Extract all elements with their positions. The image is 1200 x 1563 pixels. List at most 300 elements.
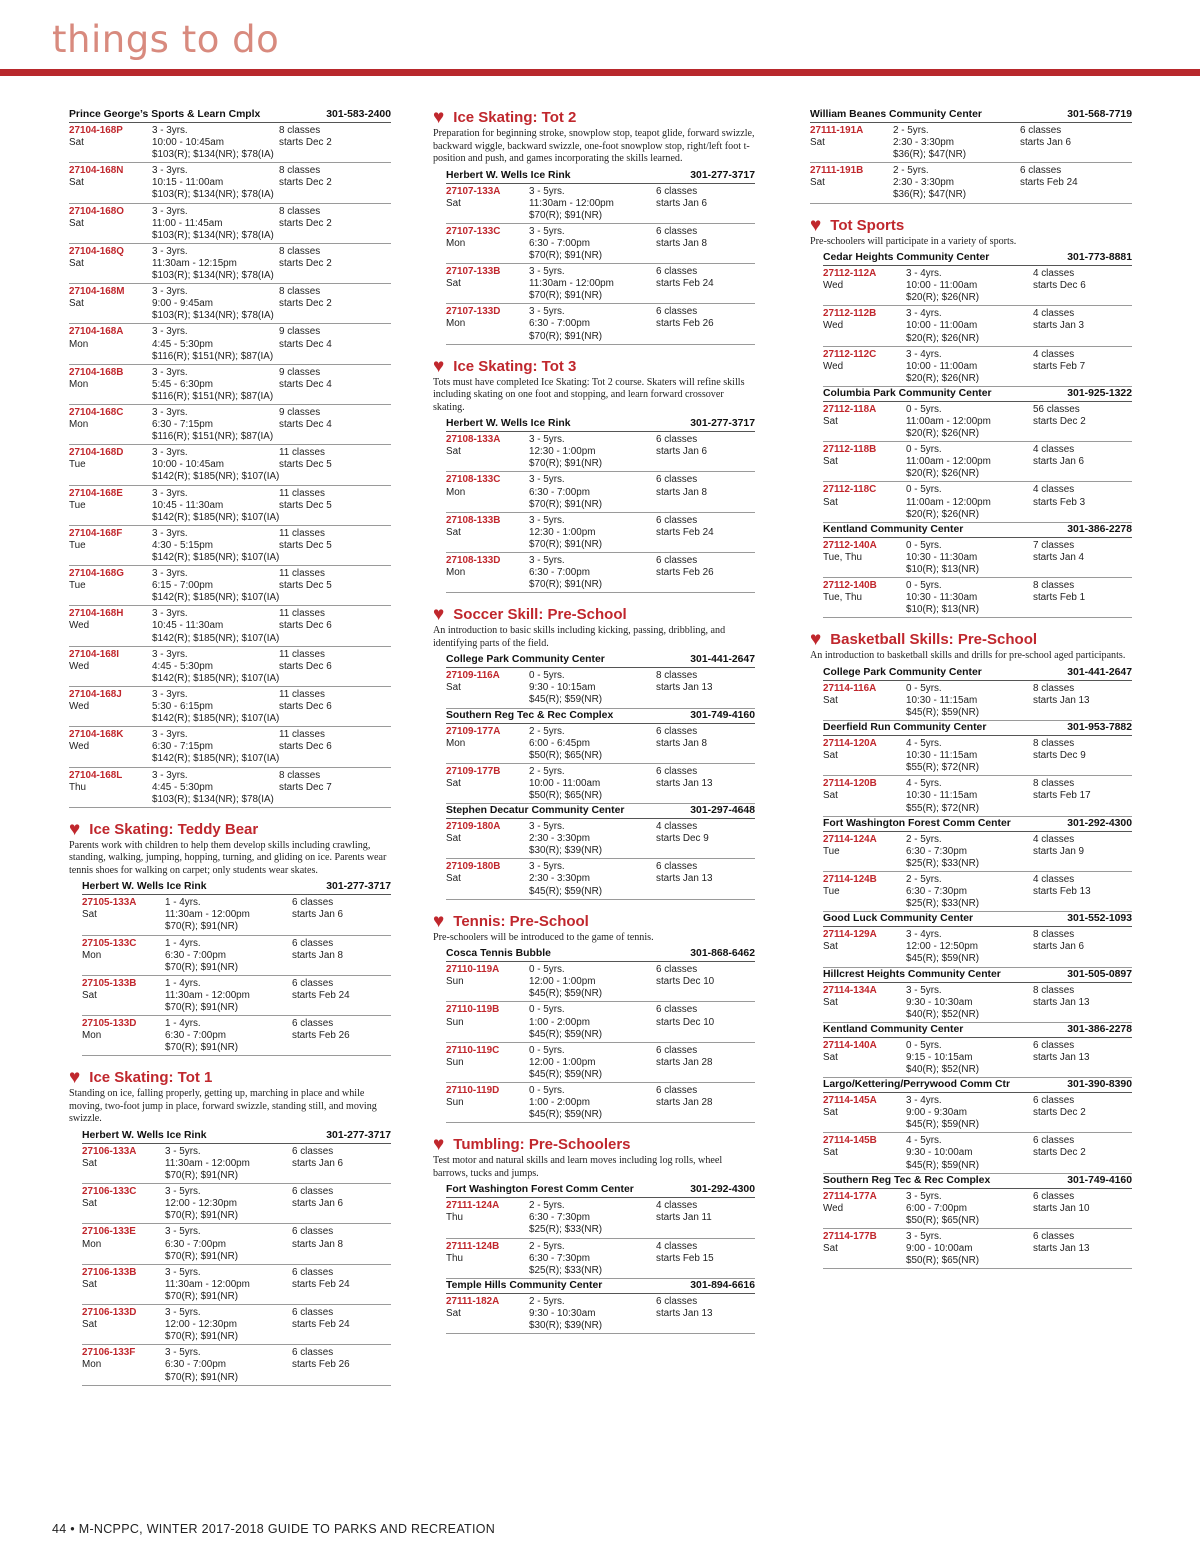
class-row — [69, 365, 391, 405]
class-count: 6 classes — [656, 1085, 698, 1096]
section-title: Tumbling: Pre-Schoolers — [453, 1136, 631, 1154]
class-spacer — [446, 1224, 529, 1236]
class-code: 27110-119C — [446, 1044, 500, 1056]
class-row — [82, 1224, 391, 1264]
class-count: 11 classes — [279, 608, 325, 620]
class-count: 4 classes — [1033, 484, 1075, 496]
class-time: 2:30 - 3:30pm — [529, 873, 590, 885]
class-count: 4 classes — [656, 1240, 698, 1252]
class-day: Sun — [446, 1056, 464, 1068]
venue-block — [823, 968, 1132, 1023]
class-time: 10:45 - 11:30am — [152, 499, 224, 511]
class-age: 1 - 4yrs. — [165, 977, 201, 989]
class-start: starts Dec 4 — [279, 378, 332, 390]
class-time: 6:30 - 7:30pm — [529, 1212, 590, 1224]
class-day: Sat — [446, 777, 461, 789]
heart-icon: ♥ — [69, 818, 81, 840]
class-row — [823, 872, 1132, 912]
class-fee: $70(R); $91(NR) — [529, 498, 602, 510]
class-code: 27111-124A — [446, 1200, 500, 1212]
class-count: 11 classes — [279, 568, 325, 580]
class-start: starts Jan 6 — [1020, 137, 1072, 149]
class-row — [82, 1184, 391, 1224]
class-fee: $50(R); $65(NR) — [529, 749, 602, 761]
class-day: Sat — [446, 1307, 461, 1319]
class-start: starts Feb 13 — [1033, 886, 1091, 898]
venue-name: College Park Community Center — [823, 666, 982, 678]
class-spacer — [446, 1109, 529, 1121]
class-time: 12:00 - 12:30pm — [165, 1319, 237, 1331]
venue-name: Fort Washington Forest Comm Center — [823, 817, 1011, 829]
class-code: 27104-168Q — [69, 245, 124, 257]
class-time: 10:00 - 10:45am — [152, 137, 224, 149]
venue-name: Cedar Heights Community Center — [823, 252, 990, 264]
class-fee: $55(R); $72(NR) — [906, 802, 979, 814]
class-fee: $25(R); $33(NR) — [906, 857, 979, 869]
class-start: starts Jan 13 — [656, 1307, 713, 1319]
class-code: 27104-168A — [69, 326, 124, 338]
class-row — [823, 927, 1132, 967]
class-spacer — [823, 333, 906, 345]
class-code: 27104-168C — [69, 406, 124, 418]
venue-header — [446, 1183, 755, 1198]
venue-name: Herbert W. Wells Ice Rink — [446, 418, 571, 430]
class-count: 8 classes — [279, 125, 321, 136]
class-count: 6 classes — [1020, 125, 1062, 136]
class-start: starts Dec 2 — [279, 257, 332, 269]
venue-name: Fort Washington Forest Comm Center — [446, 1184, 634, 1196]
venue-phone: 301-568-7719 — [1067, 109, 1132, 120]
class-fee: $50(R); $65(NR) — [529, 790, 602, 801]
class-age: 3 - 5yrs. — [165, 1186, 201, 1198]
class-count: 8 classes — [1033, 682, 1075, 694]
class-start: starts Dec 9 — [656, 833, 709, 845]
class-age: 0 - 5yrs. — [906, 539, 942, 551]
class-row — [69, 445, 391, 485]
column-3 — [810, 108, 1132, 1269]
class-spacer — [823, 898, 906, 910]
class-day: Mon — [446, 318, 466, 330]
class-count: 8 classes — [279, 165, 321, 177]
venue-phone: 301-292-4300 — [1067, 817, 1132, 829]
class-start: starts Feb 26 — [292, 1030, 350, 1042]
class-time: 10:00 - 11:00am — [529, 777, 601, 789]
class-spacer — [823, 1215, 906, 1227]
class-row — [82, 976, 391, 1016]
program-section — [810, 216, 1132, 619]
class-code: 27114-145B — [823, 1135, 877, 1147]
class-row — [69, 687, 391, 727]
class-row — [446, 764, 755, 804]
class-row — [823, 347, 1132, 387]
class-code: 27114-129A — [823, 929, 877, 941]
class-code: 27107-133B — [446, 266, 501, 278]
class-age: 2 - 5yrs. — [893, 125, 929, 136]
venue-name: Herbert W. Wells Ice Rink — [82, 881, 207, 893]
class-time: 5:45 - 6:30pm — [152, 378, 213, 390]
venue-block — [446, 169, 755, 345]
class-row — [69, 204, 391, 244]
class-time: 6:15 - 7:00pm — [152, 580, 213, 592]
venue-block — [446, 417, 755, 593]
heart-icon: ♥ — [810, 214, 822, 236]
class-code: 27112-112B — [823, 308, 877, 320]
class-day: Tue, Thu — [823, 592, 862, 604]
class-spacer — [446, 1320, 529, 1332]
class-time: 10:30 - 11:30am — [906, 551, 978, 563]
class-code: 27114-124A — [823, 833, 877, 845]
class-age: 3 - 5yrs. — [529, 225, 565, 237]
class-time: 11:30am - 12:15pm — [152, 257, 237, 269]
class-day: Sat — [823, 1051, 838, 1063]
class-spacer — [823, 564, 906, 576]
class-time: 6:30 - 7:30pm — [529, 1252, 590, 1264]
venue-block — [823, 1023, 1132, 1078]
class-age: 3 - 3yrs. — [152, 245, 188, 257]
class-row — [823, 402, 1132, 442]
venue-block — [823, 1078, 1132, 1174]
class-row — [823, 578, 1132, 618]
class-start: starts Dec 6 — [279, 660, 332, 672]
class-age: 3 - 5yrs. — [906, 1190, 942, 1202]
section-description: Preparation for beginning stroke, snowplow stop, teapot glide, forward swizzle, backward wiggle, backward swizzle, one-foot snowplow stop, right/left foot t-position and push, and games incorporating the skills learned. — [433, 128, 755, 164]
program-section — [433, 1135, 755, 1334]
venue-block — [823, 912, 1132, 967]
class-start: starts Feb 3 — [1033, 496, 1086, 508]
venue-name: Temple Hills Community Center — [446, 1279, 603, 1291]
class-start: starts Feb 17 — [1033, 790, 1091, 802]
class-age: 0 - 5yrs. — [529, 1044, 565, 1056]
class-count: 6 classes — [292, 1018, 334, 1030]
class-row — [69, 606, 391, 646]
class-spacer — [823, 803, 906, 815]
class-code: 27110-119D — [446, 1085, 500, 1096]
class-row — [69, 163, 391, 203]
class-count: 6 classes — [656, 266, 698, 278]
class-day: Sat — [823, 750, 838, 762]
class-spacer — [69, 310, 152, 322]
heart-icon: ♥ — [69, 1067, 81, 1089]
class-start: starts Feb 26 — [292, 1359, 350, 1371]
class-count: 6 classes — [292, 897, 334, 909]
class-spacer — [823, 1160, 906, 1172]
class-spacer — [69, 149, 152, 161]
class-day: Mon — [82, 1238, 102, 1250]
heart-icon: ♥ — [810, 629, 822, 651]
class-start: starts Jan 28 — [656, 1056, 713, 1068]
class-day: Sat — [446, 873, 461, 885]
class-count: 8 classes — [279, 245, 321, 257]
class-row — [69, 324, 391, 364]
class-time: 11:00am - 12:00pm — [906, 496, 991, 508]
class-day: Sat — [82, 1198, 97, 1210]
class-row — [446, 859, 755, 899]
class-fee: $45(R); $59(NR) — [529, 988, 602, 1000]
class-count: 6 classes — [292, 1307, 334, 1319]
class-start: starts Dec 5 — [279, 539, 332, 551]
class-fee: $55(R); $72(NR) — [906, 762, 979, 774]
class-row — [69, 647, 391, 687]
class-spacer — [82, 1170, 165, 1182]
page-title: things to do — [52, 18, 280, 61]
class-day: Sat — [446, 526, 461, 538]
class-fee: $20(R); $26(NR) — [906, 372, 979, 384]
class-count: 6 classes — [292, 1145, 334, 1157]
venue-name: Kentland Community Center — [823, 1023, 964, 1035]
class-code: 27112-118A — [823, 403, 877, 415]
class-start: starts Jan 8 — [656, 237, 708, 249]
class-time: 10:30 - 11:30am — [906, 592, 978, 604]
venue-header — [446, 709, 755, 724]
class-time: 11:30am - 12:00pm — [529, 278, 614, 290]
venue-header — [446, 1279, 755, 1294]
class-spacer — [810, 149, 893, 161]
class-start: starts Feb 24 — [656, 526, 714, 538]
class-spacer — [82, 1210, 165, 1222]
class-fee: $10(R); $13(NR) — [906, 604, 979, 616]
class-spacer — [823, 858, 906, 870]
class-time: 2:30 - 3:30pm — [529, 833, 590, 845]
class-start: starts Jan 8 — [656, 486, 708, 498]
class-start: starts Feb 7 — [1033, 360, 1086, 372]
venue-phone: 301-583-2400 — [326, 109, 391, 120]
section-description: Pre-schoolers will be introduced to the game of tennis. — [433, 931, 654, 943]
venue-block — [823, 251, 1132, 387]
class-fee: $142(R); $185(NR); $107(IA) — [152, 753, 279, 765]
class-count: 9 classes — [279, 366, 321, 378]
class-day: Tue, Thu — [823, 551, 862, 563]
class-start: starts Jan 6 — [292, 1158, 344, 1169]
class-code: 27104-168D — [69, 447, 124, 459]
class-row — [446, 472, 755, 512]
class-fee: $70(R); $91(NR) — [165, 1210, 238, 1222]
class-day: Wed — [69, 620, 90, 632]
class-code: 27104-168L — [69, 769, 123, 781]
venue-block — [82, 1129, 391, 1386]
class-code: 27112-112A — [823, 268, 877, 280]
class-day: Sat — [82, 1158, 97, 1169]
class-fee: $45(R); $59(NR) — [529, 694, 602, 706]
class-time: 10:30 - 11:15am — [906, 694, 978, 706]
class-count: 6 classes — [292, 1186, 334, 1198]
class-spacer — [446, 988, 529, 1000]
venue-header — [823, 523, 1132, 538]
class-row — [69, 566, 391, 606]
class-time: 9:30 - 10:15am — [529, 682, 596, 694]
class-count: 8 classes — [1033, 984, 1075, 996]
class-spacer — [446, 499, 529, 511]
class-count: 4 classes — [656, 821, 698, 833]
venue-header — [823, 251, 1132, 266]
class-spacer — [823, 1119, 906, 1131]
class-row — [823, 776, 1132, 816]
venue-name: Southern Reg Tec & Rec Complex — [823, 1174, 991, 1186]
program-section — [69, 820, 391, 1057]
class-code: 27107-133C — [446, 225, 501, 237]
class-start: starts Dec 2 — [1033, 1107, 1086, 1119]
class-fee: $20(R); $26(NR) — [906, 292, 979, 304]
section-heading — [69, 1068, 391, 1087]
section-heading — [810, 630, 1132, 649]
class-row — [823, 442, 1132, 482]
class-age: 3 - 3yrs. — [152, 688, 188, 700]
class-code: 27110-119B — [446, 1004, 500, 1016]
class-time: 9:30 - 10:30am — [529, 1307, 596, 1319]
class-age: 0 - 5yrs. — [906, 580, 942, 592]
class-code: 27109-180B — [446, 861, 501, 873]
venue-phone: 301-925-1322 — [1067, 387, 1132, 399]
class-day: Mon — [446, 737, 466, 749]
venue-phone: 301-390-8390 — [1067, 1079, 1132, 1091]
class-start: starts Jan 13 — [656, 873, 713, 885]
class-time: 9:00 - 9:30am — [906, 1107, 967, 1119]
class-age: 4 - 5yrs. — [906, 778, 942, 790]
class-start: starts Feb 24 — [1020, 177, 1078, 189]
class-count: 6 classes — [1020, 165, 1062, 177]
class-fee: $70(R); $91(NR) — [165, 961, 238, 973]
class-age: 4 - 5yrs. — [906, 1135, 942, 1147]
venue-block — [823, 817, 1132, 913]
class-row — [446, 1002, 755, 1042]
class-age: 2 - 5yrs. — [893, 165, 929, 177]
class-day: Sat — [823, 1243, 838, 1254]
class-start: starts Jan 8 — [656, 737, 708, 749]
class-count: 9 classes — [279, 406, 321, 418]
class-code: 27105-133A — [82, 897, 137, 909]
class-code: 27114-116A — [823, 682, 877, 694]
class-time: 1:00 - 2:00pm — [529, 1016, 590, 1028]
class-fee: $70(R); $91(NR) — [165, 1002, 238, 1014]
class-fee: $142(R); $185(NR); $107(IA) — [152, 552, 279, 563]
class-spacer — [82, 1331, 165, 1343]
section-title: Soccer Skill: Pre-School — [453, 606, 627, 624]
class-count: 6 classes — [292, 1347, 334, 1359]
class-count: 6 classes — [656, 554, 698, 566]
class-fee: $36(R); $47(NR) — [893, 189, 966, 201]
class-fee: $30(R); $39(NR) — [529, 1320, 602, 1332]
class-day: Wed — [823, 360, 844, 372]
venue-name: Kentland Community Center — [823, 523, 964, 535]
heart-icon: ♥ — [433, 604, 445, 626]
section-title: Ice Skating: Teddy Bear — [89, 820, 259, 838]
class-code: 27111-182A — [446, 1295, 500, 1307]
class-start: starts Feb 26 — [656, 318, 714, 330]
class-day: Tue — [69, 539, 86, 551]
class-fee: $45(R); $59(NR) — [906, 953, 979, 965]
class-start: starts Jan 4 — [1033, 551, 1085, 563]
class-time: 12:00 - 12:30pm — [165, 1198, 237, 1210]
class-row — [446, 1198, 755, 1238]
venue-block — [823, 387, 1132, 523]
class-fee: $142(R); $185(NR); $107(IA) — [152, 471, 279, 483]
class-day: Sat — [823, 496, 838, 508]
venue-name: Deerfield Run Community Center — [823, 722, 987, 734]
class-start: starts Jan 6 — [292, 909, 344, 921]
class-spacer — [446, 886, 529, 898]
class-time: 6:30 - 7:00pm — [529, 567, 590, 579]
class-time: 10:15 - 11:00am — [152, 177, 224, 189]
class-time: 12:00 - 12:50pm — [906, 941, 978, 953]
class-age: 3 - 4yrs. — [906, 929, 942, 941]
class-row — [823, 736, 1132, 776]
class-age: 3 - 5yrs. — [165, 1266, 201, 1278]
class-age: 2 - 5yrs. — [529, 725, 565, 737]
venue-phone: 301-749-4160 — [1067, 1174, 1132, 1186]
class-count: 6 classes — [1033, 1039, 1075, 1051]
class-time: 6:30 - 7:00pm — [165, 1030, 226, 1042]
class-spacer — [69, 713, 152, 725]
venue-name: Good Luck Community Center — [823, 913, 974, 925]
class-time: 10:00 - 11:00am — [906, 360, 978, 372]
class-count: 6 classes — [292, 937, 334, 949]
class-fee: $36(R); $47(NR) — [893, 149, 966, 161]
class-fee: $103(R); $134(NR); $78(IA) — [152, 189, 274, 201]
section-heading — [433, 605, 755, 624]
class-fee: $20(R); $26(NR) — [906, 468, 979, 480]
class-count: 6 classes — [656, 861, 698, 873]
class-row — [823, 983, 1132, 1023]
class-spacer — [69, 592, 152, 604]
class-day: Sat — [823, 941, 838, 953]
class-time: 11:30am - 12:00pm — [165, 1158, 250, 1169]
class-start: starts Jan 6 — [656, 197, 708, 209]
class-code: 27107-133A — [446, 185, 501, 197]
class-time: 6:30 - 7:15pm — [152, 741, 213, 753]
class-code: 27108-133D — [446, 554, 501, 566]
class-spacer — [69, 552, 152, 564]
class-count: 4 classes — [1033, 308, 1075, 320]
class-count: 6 classes — [656, 474, 698, 486]
class-start: starts Jan 8 — [292, 949, 344, 961]
class-age: 3 - 3yrs. — [152, 447, 188, 459]
venue-block — [446, 947, 755, 1123]
class-spacer — [446, 694, 529, 706]
venue-name: Herbert W. Wells Ice Rink — [446, 169, 571, 181]
class-spacer — [69, 471, 152, 483]
class-time: 6:30 - 7:00pm — [165, 949, 226, 961]
class-age: 3 - 3yrs. — [152, 527, 188, 539]
class-day: Mon — [82, 1030, 102, 1042]
class-start: starts Jan 13 — [1033, 1051, 1090, 1063]
class-row — [823, 1229, 1132, 1269]
venue-header — [82, 880, 391, 895]
program-section — [69, 108, 391, 808]
class-age: 3 - 3yrs. — [152, 648, 188, 660]
class-start: starts Dec 4 — [279, 338, 332, 350]
program-section — [69, 1068, 391, 1385]
class-time: 4:45 - 5:30pm — [152, 660, 213, 672]
class-row — [69, 123, 391, 163]
class-day: Mon — [69, 419, 89, 431]
class-count: 4 classes — [1033, 873, 1075, 885]
section-description: An introduction to basketball skills and drills for pre-school aged participants. — [810, 650, 1126, 662]
venue-block — [82, 880, 391, 1056]
class-spacer — [69, 270, 152, 282]
class-fee: $103(R); $134(NR); $78(IA) — [152, 229, 274, 241]
class-age: 2 - 5yrs. — [529, 1295, 565, 1307]
class-count: 8 classes — [279, 769, 321, 781]
class-code: 27106-133A — [82, 1145, 137, 1157]
class-fee: $70(R); $91(NR) — [165, 1371, 238, 1383]
class-spacer — [823, 1064, 906, 1076]
class-spacer — [823, 762, 906, 774]
venue-phone: 301-277-3717 — [690, 169, 755, 181]
venue-name: William Beanes Community Center — [810, 109, 982, 120]
class-time: 10:00 - 11:00am — [906, 320, 978, 332]
class-spacer — [69, 673, 152, 685]
class-row — [823, 1038, 1132, 1078]
class-time: 11:30am - 12:00pm — [165, 989, 250, 1001]
